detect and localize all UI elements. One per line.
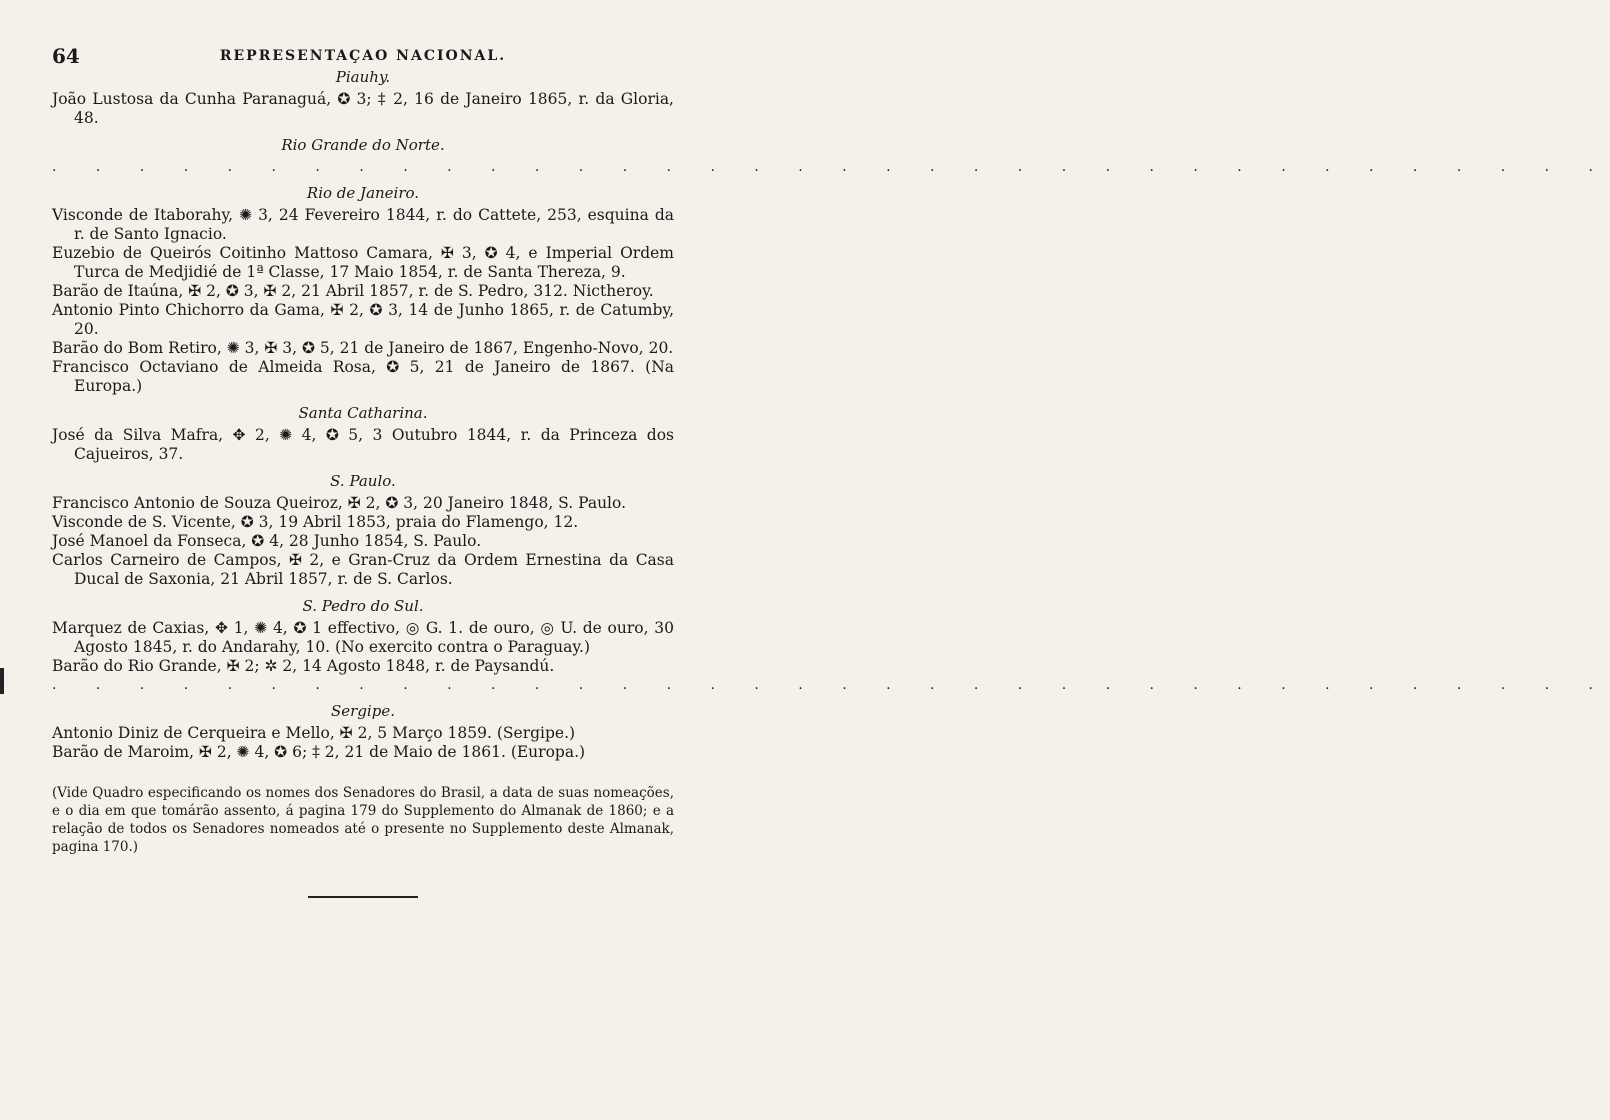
section-heading: S. Paulo.	[330, 472, 396, 490]
section-heading: Sergipe.	[331, 702, 395, 720]
entry: Visconde de S. Vicente, ✪ 3, 19 Abril 1853, praia do Flamengo, 12.	[52, 513, 579, 531]
entry: Euzebio de Queirós Coitinho Mattoso Camara, ✠ 3, ✪ 4, e Imperial Ordem Turca de Medjidié de 1ª Classe, 17 Maio 1854, r. de Santa Thereza, 9.	[52, 244, 674, 281]
page-header	[52, 32, 674, 66]
entry: Barão do Rio Grande, ✠ 2; ✲ 2, 14 Agosto 1848, r. de Paysandú.	[52, 657, 555, 675]
entry: Antonio Diniz de Cerqueira e Mello, ✠ 2, 5 Março 1859. (Sergipe.)	[52, 724, 576, 742]
section-heading: Rio Grande do Norte.	[281, 136, 445, 154]
entry: Carlos Carneiro de Campos, ✠ 2, e Gran-Cruz da Ordem Ernestina da Casa Ducal de Saxonia, 21 Abril 1857, r. de S. Carlos.	[52, 551, 674, 588]
entry: Barão do Bom Retiro, ✺ 3, ✠ 3, ✪ 5, 21 de Janeiro de 1867, Engenho-Novo, 20.	[52, 339, 674, 357]
section-sao-pedro-do-sul	[52, 597, 1610, 694]
page	[52, 32, 1610, 898]
scan-edge-mark	[0, 668, 4, 694]
section-rio-grande-do-norte	[52, 136, 1610, 176]
entry: Barão de Itaúna, ✠ 2, ✪ 3, ✠ 2, 21 Abril 1857, r. de S. Pedro, 312. Nictheroy.	[52, 282, 654, 300]
section-sao-paulo	[52, 472, 674, 589]
entry: José Manoel da Fonseca, ✪ 4, 28 Junho 1854, S. Paulo.	[52, 532, 482, 550]
entry: Francisco Octaviano de Almeida Rosa, ✪ 5, 21 de Janeiro de 1867. (Na Europa.)	[52, 358, 674, 395]
section-rio-de-janeiro	[52, 184, 674, 396]
dotted-separator: . . . . . . . . . . . . . . . . . . . . . . . . . . . . . . . . . . . .	[52, 677, 1610, 693]
section-piauhy	[52, 68, 674, 128]
entry: João Lustosa da Cunha Paranaguá, ✪ 3; ‡ 2, 16 de Janeiro 1865, r. da Gloria, 48.	[52, 90, 674, 127]
entry: Visconde de Itaborahy, ✺ 3, 24 Fevereiro 1844, r. do Cattete, 253, esquina da r. de Santo Ignacio.	[52, 206, 674, 243]
section-heading: S. Pedro do Sul.	[302, 597, 424, 615]
section-heading: Santa Catharina.	[298, 404, 428, 422]
closing-rule	[308, 896, 418, 898]
section-sergipe	[52, 702, 674, 762]
footnote: (Vide Quadro especificando os nomes dos Senadores do Brasil, a data de suas nomeações, e o dia em que tomárão assento, á pagina 179 do Supplemento do Almanak de 1860; e a relação de todos os Senadores nomeados até o presente no Supplemento deste Almanak, pagina 170.)	[52, 785, 674, 855]
entry: José da Silva Mafra, ✥ 2, ✺ 4, ✪ 5, 3 Outubro 1844, r. da Princeza dos Cajueiros, 37.	[52, 426, 674, 463]
section-heading: Piauhy.	[335, 68, 391, 86]
section-heading: Rio de Janeiro.	[306, 184, 420, 202]
running-head: REPRESENTAÇAO NACIONAL.	[219, 48, 507, 64]
entry: Francisco Antonio de Souza Queiroz, ✠ 2, ✪ 3, 20 Janeiro 1848, S. Paulo.	[52, 494, 626, 512]
entry: Antonio Pinto Chichorro da Gama, ✠ 2, ✪ 3, 14 de Junho 1865, r. de Catumby, 20.	[52, 301, 674, 338]
dotted-separator: . . . . . . . . . . . . . . . . . . . . . . . . . . . . . . . . . . . .	[52, 159, 1610, 175]
entry: Barão de Maroim, ✠ 2, ✺ 4, ✪ 6; ‡ 2, 21 de Maio de 1861. (Europa.)	[52, 743, 586, 761]
section-santa-catharina	[52, 404, 674, 464]
page-number: 64	[52, 44, 80, 68]
entry: Marquez de Caxias, ✥ 1, ✺ 4, ✪ 1 effectivo, ◎ G. 1. de ouro, ◎ U. de ouro, 30 Agosto 1845, r. do Andarahy, 10. (No exercito contra o Paraguay.)	[52, 619, 674, 656]
